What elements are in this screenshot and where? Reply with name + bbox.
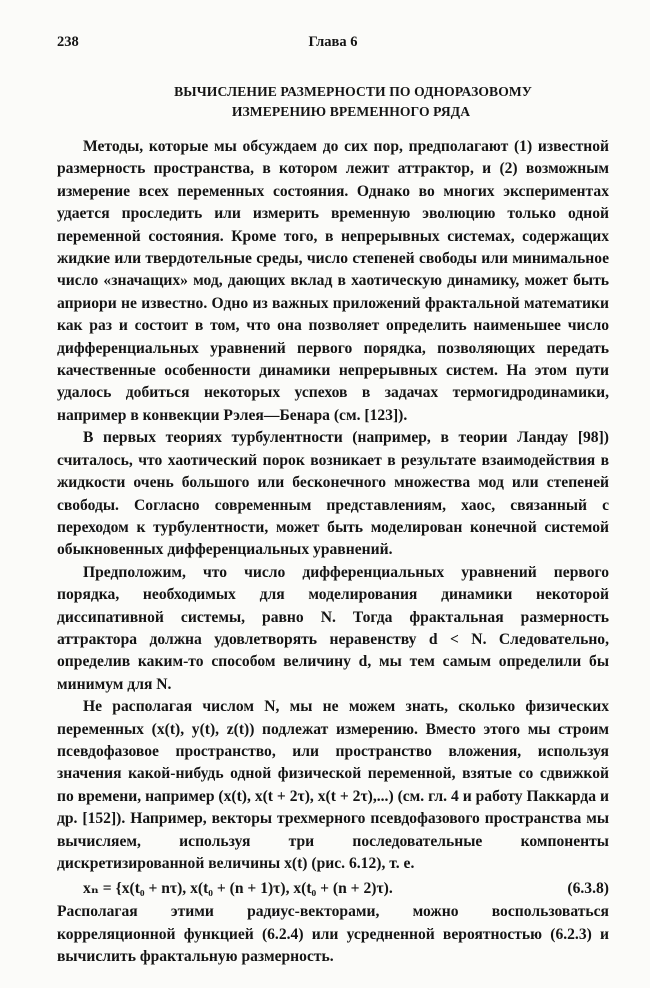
paragraph-4: Не располагая числом N, мы не можем знать, сколько физических переменных (x(t), y(t), z(t)) подлежат измерению. Вместо этого мы строим псевдофазовое пространство, или пространство вложения, используя значения какой-нибудь одной физической переменной, взятые со сдвижкой по времени, например (x(t), x(t + 2τ), x(t + 2τ),...) (см. гл. 4 и работу Паккарда и др. [152]). Например, векторы трехмерного псевдофазового пространства мы вычисляем, используя три последовательные компоненты дискретизированной величины x(t) (рис. 6.12), т. е. — [57, 698, 609, 872]
section-title-line-2: ИЗМЕРЕНИЮ ВРЕМЕННОГО РЯДА — [231, 104, 471, 119]
equation-6-3-8 — [57, 877, 609, 901]
paragraph-3: Предположим, что число дифференциальных уравнений первого порядка, необходимых для моделирования динамики некоторой диссипативной системы, равно N. Тогда фрактальная размерность аттрактора должна удовлетворять неравенству d < N. Следовательно, определив каким-то способом величину d, мы тем самым определили бы минимум для N. — [57, 563, 609, 693]
paragraph-1: Методы, которые мы обсуждаем до сих пор, предполагают (1) известной размерность пространства, в котором лежит аттрактор, и (2) возможным измерение всех переменных состояния. Однако во многих экспериментах удается проследить или измерить временную эволюцию только одной переменной состояния. Кроме того, в непрерывных системах, содержащих жидкие или твердотельные среды, число степеней свободы или минимальное число «значащих» мод, дающих вклад в хаотическую динамику, может быть априори не известно. Одно из важных приложений фрактальной математики как раз и состоит в том, что она позволяет определить наименьшее число дифференциальных уравнений первого порядка, позволяющих передать качественные особенности динамики непрерывных систем. На этом пути удалось добиться некоторых успехов в задачах термогидродинамики, например в конвекции Рэлея—Бенара (см. [123]). — [57, 138, 609, 424]
closing-paragraph: Располагая этими радиус-векторами, можно воспользоваться корреляционной функцией (6.2.4) или усредненной вероятностью (6.2.3) и вычислить фрактальную размерность. — [57, 903, 609, 966]
chapter-label: Глава 6 — [308, 34, 358, 50]
section-title — [57, 82, 609, 122]
equation-expression: xₙ = {x(t₀ + nτ), x(t₀ + (n + 1)τ), x(t₀ + (n + 2)τ). — [83, 880, 393, 898]
page-number: 238 — [57, 34, 79, 50]
body-text — [57, 136, 609, 969]
section-title-line-1: ВЫЧИСЛЕНИЕ РАЗМЕРНОСТИ ПО ОДНОРАЗОВОМУ — [174, 84, 532, 99]
paragraph-2: В первых теориях турбулентности (например, в теории Ландау [98]) считалось, что хаотический порок возникает в результате взаимодействия в жидкости очень большого или бесконечного множества мод или степеней свободы. Согласно современным представлениям, хаос, связанный с переходом к турбулентности, может быть моделирован конечной системой обыкновенных дифференциальных уравнений. — [57, 429, 609, 559]
running-head — [57, 34, 609, 56]
book-page — [57, 34, 609, 969]
equation-number: (6.3.8) — [567, 880, 609, 898]
